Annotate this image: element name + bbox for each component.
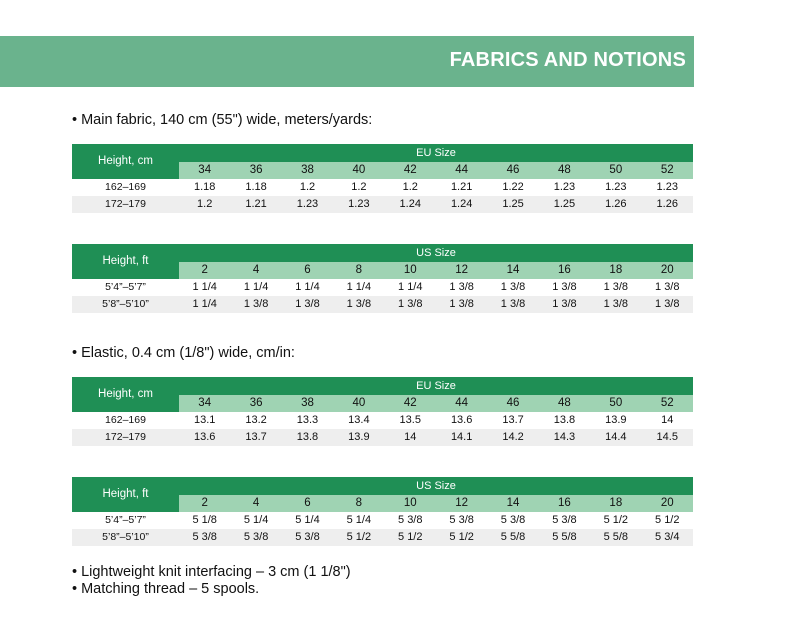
size-system-title: EU Size (179, 377, 693, 395)
value-cell: 1.2 (351, 181, 367, 193)
height-label: 5’8”–5’10” (72, 296, 179, 313)
size-cell: 20 (642, 495, 693, 512)
page-title: FABRICS AND NOTIONS (449, 49, 686, 71)
main-fabric-us-table (72, 244, 693, 313)
value-cell: 1 3/8 (333, 296, 384, 313)
title-banner (0, 36, 694, 87)
size-cell: 46 (487, 395, 538, 412)
height-label: 162–169 (105, 181, 146, 193)
value-cell: 1.2 (299, 181, 316, 193)
value-cell: 1.25 (487, 196, 538, 213)
size-cell: 34 (179, 395, 230, 412)
value-cell: 13.6 (179, 429, 230, 446)
size-cell: 48 (539, 162, 590, 179)
size-cell: 10 (385, 262, 436, 279)
value-cell: 14 (661, 414, 674, 426)
main-fabric-eu-table (72, 144, 693, 213)
size-cell: 20 (642, 262, 693, 279)
value-cell: 5 3/8 (398, 514, 423, 526)
value-cell: 5 3/8 (179, 529, 230, 546)
value-cell: 14.2 (487, 429, 538, 446)
value-cell: 5 1/2 (603, 514, 629, 526)
size-cell: 16 (539, 262, 590, 279)
height-label: 172–179 (72, 196, 179, 213)
value-cell: 1.23 (553, 181, 576, 193)
value-cell: 13.4 (348, 414, 370, 426)
elastic-heading: • Elastic, 0.4 cm (1/8") wide, cm/in: (72, 345, 295, 361)
height-label: 172–179 (72, 429, 179, 446)
size-cell: 4 (230, 262, 281, 279)
size-cell: 4 (230, 495, 281, 512)
size-cell: 44 (436, 395, 487, 412)
value-cell: 1 1/4 (295, 281, 320, 293)
thread-item: • Matching thread – 5 spools. (72, 581, 259, 597)
elastic-us-table (72, 477, 693, 546)
value-cell: 5 1/8 (192, 514, 217, 526)
value-cell: 5 3/8 (449, 514, 474, 526)
table-header-row (72, 144, 693, 162)
value-cell: 1 3/8 (539, 296, 590, 313)
value-cell: 13.2 (245, 414, 267, 426)
value-cell: 1.24 (385, 196, 436, 213)
value-cell: 13.7 (502, 414, 524, 426)
table-header-row (72, 244, 693, 262)
size-cell: 50 (590, 395, 641, 412)
value-cell: 1 3/8 (655, 281, 680, 293)
value-cell: 1 1/4 (398, 281, 423, 293)
size-cell: 6 (282, 495, 333, 512)
value-cell: 1.21 (230, 196, 281, 213)
value-cell: 1.23 (605, 181, 627, 193)
value-cell: 1.18 (245, 181, 267, 193)
table-row (72, 196, 693, 213)
value-cell: 1.23 (656, 181, 678, 193)
row-header-label: Height, cm (72, 377, 179, 412)
row-header-label: Height, ft (72, 477, 179, 512)
size-cell: 36 (230, 162, 281, 179)
size-cell: 52 (642, 162, 693, 179)
size-cell: 6 (282, 262, 333, 279)
value-cell: 5 3/8 (230, 529, 281, 546)
value-cell: 5 1/4 (346, 514, 372, 526)
value-cell: 13.5 (399, 414, 421, 426)
size-cell: 36 (230, 395, 281, 412)
value-cell: 1 3/8 (385, 296, 436, 313)
size-cell: 48 (539, 395, 590, 412)
value-cell: 5 1/4 (295, 514, 320, 526)
value-cell: 13.6 (450, 414, 473, 426)
value-cell: 13.8 (553, 414, 576, 426)
value-cell: 5 1/2 (333, 529, 384, 546)
value-cell: 1.26 (642, 196, 693, 213)
value-cell: 13.3 (296, 414, 319, 426)
value-cell: 5 1/2 (436, 529, 487, 546)
table-row (72, 279, 693, 296)
value-cell: 14.4 (590, 429, 641, 446)
value-cell: 1.21 (450, 181, 473, 193)
value-cell: 1.23 (282, 196, 333, 213)
size-system-title: US Size (179, 244, 693, 262)
value-cell: 13.8 (282, 429, 333, 446)
value-cell: 1 1/4 (243, 281, 269, 293)
size-cell: 10 (385, 495, 436, 512)
value-cell: 14 (385, 429, 436, 446)
value-cell: 5 5/8 (590, 529, 641, 546)
size-cell: 42 (385, 395, 436, 412)
size-cell: 16 (539, 495, 590, 512)
value-cell: 1.25 (539, 196, 590, 213)
table-row (72, 429, 693, 446)
value-cell: 1 3/8 (603, 281, 629, 293)
row-header-label: Height, ft (72, 244, 179, 279)
size-cell: 18 (590, 262, 641, 279)
value-cell: 1 1/4 (346, 281, 372, 293)
size-cell: 50 (590, 162, 641, 179)
row-header-label: Height, cm (72, 144, 179, 179)
value-cell: 5 3/8 (500, 514, 526, 526)
size-cell: 38 (282, 395, 333, 412)
value-cell: 1 3/8 (282, 296, 333, 313)
value-cell: 13.9 (605, 414, 627, 426)
value-cell: 5 1/2 (655, 514, 680, 526)
size-system-title: EU Size (179, 144, 693, 162)
value-cell: 1.26 (590, 196, 641, 213)
value-cell: 13.1 (193, 414, 216, 426)
value-cell: 5 5/8 (487, 529, 538, 546)
value-cell: 13.7 (230, 429, 281, 446)
size-cell: 44 (436, 162, 487, 179)
size-cell: 8 (333, 495, 384, 512)
size-cell: 52 (642, 395, 693, 412)
value-cell: 1 3/8 (230, 296, 281, 313)
size-cell: 40 (333, 395, 384, 412)
size-system-title: US Size (179, 477, 693, 495)
table-row (72, 296, 693, 313)
size-cell: 8 (333, 262, 384, 279)
table-row (72, 529, 693, 546)
main-fabric-heading: • Main fabric, 140 cm (55") wide, meters/yards: (72, 112, 372, 128)
value-cell: 1 3/8 (552, 281, 577, 293)
height-label: 5’4”–5’7” (105, 514, 146, 526)
value-cell: 5 1/2 (385, 529, 436, 546)
value-cell: 1.23 (333, 196, 384, 213)
size-cell: 12 (436, 495, 487, 512)
value-cell: 1.18 (193, 181, 216, 193)
height-label: 5’4”–5’7” (105, 281, 146, 293)
value-cell: 1 3/8 (642, 296, 693, 313)
value-cell: 1.2 (179, 196, 230, 213)
value-cell: 5 3/4 (642, 529, 693, 546)
value-cell: 1 3/8 (449, 281, 474, 293)
size-cell: 40 (333, 162, 384, 179)
value-cell: 5 3/8 (282, 529, 333, 546)
table-row (72, 512, 693, 529)
value-cell: 1.2 (402, 181, 418, 193)
size-cell: 18 (590, 495, 641, 512)
value-cell: 13.9 (333, 429, 384, 446)
value-cell: 1 3/8 (487, 296, 538, 313)
size-cell: 46 (487, 162, 538, 179)
size-cell: 2 (179, 262, 230, 279)
value-cell: 5 5/8 (539, 529, 590, 546)
elastic-eu-table (72, 377, 693, 446)
value-cell: 5 3/8 (552, 514, 577, 526)
table-row (72, 412, 693, 429)
table-header-row (72, 377, 693, 395)
value-cell: 1.22 (502, 181, 524, 193)
value-cell: 14.5 (642, 429, 693, 446)
value-cell: 1 3/8 (500, 281, 526, 293)
size-cell: 12 (436, 262, 487, 279)
size-cell: 2 (179, 495, 230, 512)
size-cell: 34 (179, 162, 230, 179)
interfacing-item: • Lightweight knit interfacing – 3 cm (1 1/8") (72, 564, 351, 580)
value-cell: 1 3/8 (436, 296, 487, 313)
value-cell: 14.1 (436, 429, 487, 446)
size-cell: 14 (487, 495, 538, 512)
value-cell: 1 1/4 (192, 281, 217, 293)
value-cell: 14.3 (539, 429, 590, 446)
value-cell: 5 1/4 (243, 514, 269, 526)
value-cell: 1 3/8 (590, 296, 641, 313)
value-cell: 1 1/4 (179, 296, 230, 313)
table-row (72, 179, 693, 196)
height-label: 162–169 (105, 414, 146, 426)
value-cell: 1.24 (436, 196, 487, 213)
height-label: 5’8”–5’10” (72, 529, 179, 546)
size-cell: 38 (282, 162, 333, 179)
size-cell: 14 (487, 262, 538, 279)
table-header-row (72, 477, 693, 495)
size-cell: 42 (385, 162, 436, 179)
